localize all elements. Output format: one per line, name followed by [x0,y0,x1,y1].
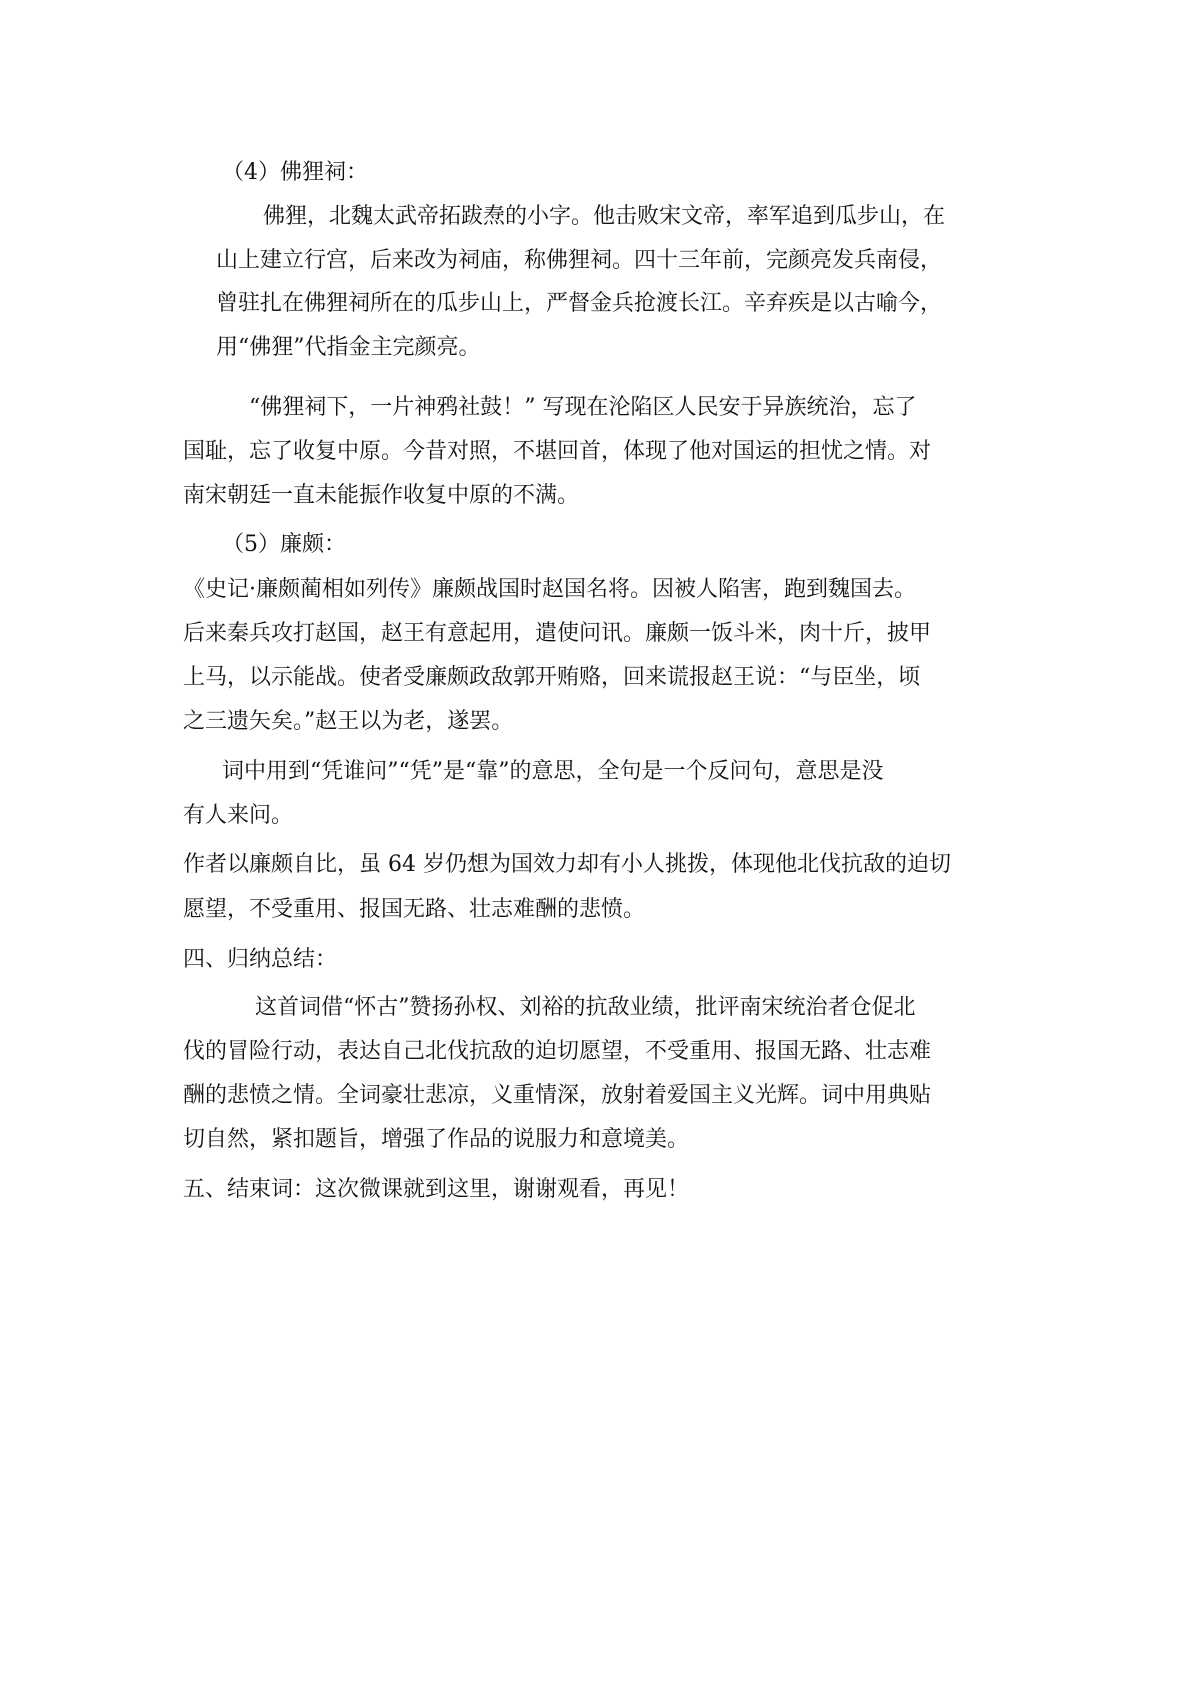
section-heading-closing: 五、结束词：这次微课就到这里，谢谢观看，再见！ [183,1177,690,1202]
paragraph-line: 上马，以示能战。使者受廉颇政敌郭开贿赂，回来谎报赵王说：“与臣坐，顷 [183,665,921,690]
section-heading-summary: 四、归纳总结： [183,947,338,972]
paragraph-line: 伐的冒险行动，表达自己北伐抗敌的迫切愿望，不受重用、报国无路、壮志难 [183,1039,932,1064]
paragraph-line: 曾驻扎在佛狸祠所在的瓜步山上，严督金兵抢渡长江。辛弃疾是以古喻今， [216,291,943,316]
paragraph-line: 佛狸，北魏太武帝拓跋焘的小字。他击败宋文帝，率军追到瓜步山，在 [263,204,946,229]
subheading-lian-po: （5）廉颇： [222,532,346,557]
paragraph-line: “佛狸祠下，一片神鸦社鼓！” 写现在沦陷区人民安于异族统治，忘了 [249,395,917,420]
paragraph-line: 国耻，忘了收复中原。今昔对照，不堪回首，体现了他对国运的担忧之情。对 [183,439,932,464]
paragraph-line: 南宋朝廷一直未能振作收复中原的不满。 [183,483,580,508]
paragraph-line: 之三遗矢矣。”赵王以为老，遂罢。 [183,709,514,734]
paragraph-line: 后来秦兵攻打赵国，赵王有意起用，遣使问讯。廉颇一饭斗米，肉十斤，披甲 [183,621,932,646]
paragraph-line: 山上建立行宫，后来改为祠庙，称佛狸祠。四十三年前，完颜亮发兵南侵， [216,248,943,273]
paragraph-line: 作者以廉颇自比，虽 64 岁仍想为国效力却有小人挑拨，体现他北伐抗敌的迫切 [183,852,951,877]
paragraph-line: 酬的悲愤之情。全词豪壮悲凉，义重情深，放射着爱国主义光辉。词中用典贴 [183,1083,932,1108]
paragraph-line: 这首词借“怀古”赞扬孙权、刘裕的抗敌业绩，批评南宋统治者仓促北 [255,995,916,1020]
subheading-fo-li-ci: （4）佛狸祠： [222,160,368,185]
paragraph-line: 愿望，不受重用、报国无路、壮志难酬的悲愤。 [183,897,646,922]
paragraph-line: 用“佛狸”代指金主完颜亮。 [216,335,481,360]
paragraph-line: 切自然，紧扣题旨，增强了作品的说服力和意境美。 [183,1127,690,1152]
paragraph-line: 《史记·廉颇蔺相如列传》廉颇战国时赵国名将。因被人陷害，跑到魏国去。 [183,577,916,602]
paragraph-line: 词中用到“凭谁问”“凭”是“靠”的意思，全句是一个反问句，意思是没 [222,759,884,784]
paragraph-line: 有人来问。 [183,803,294,828]
